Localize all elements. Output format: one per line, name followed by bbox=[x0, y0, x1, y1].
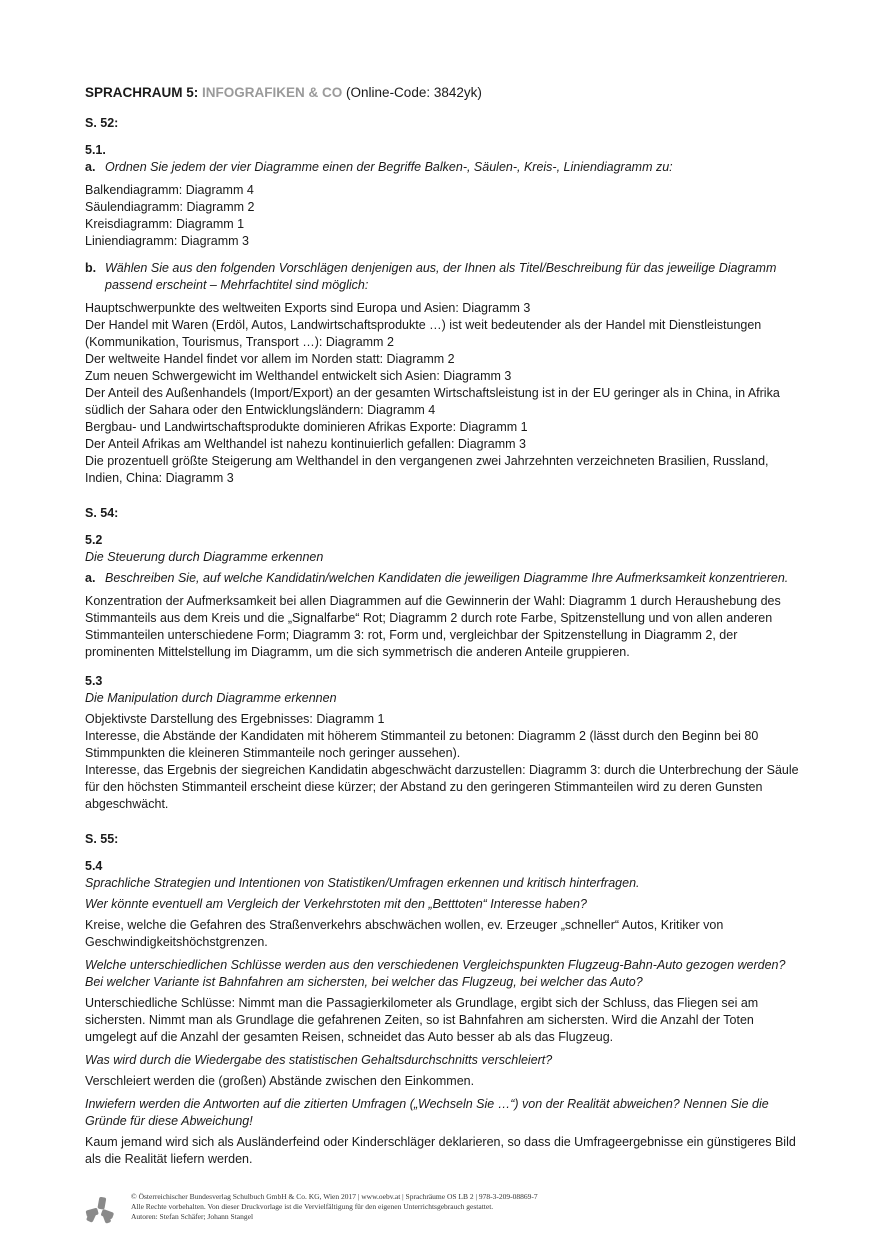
section-5-2-title: Die Steuerung durch Diagramme erkennen bbox=[85, 550, 324, 564]
answer-line: Liniendiagramm: Diagramm 3 bbox=[85, 234, 249, 248]
footer-authors: Autoren: Stefan Schäfer; Johann Stangel bbox=[131, 1212, 254, 1221]
task-text: Wählen Sie aus den folgenden Vorschlägen denjenigen aus, der Ihnen als Titel/Beschreibung für das jeweilige Diagramm passend erscheint – Mehrfachtitel sind möglich: bbox=[105, 261, 777, 292]
title-main: SPRACHRAUM 5: bbox=[85, 85, 199, 100]
page-ref-55: S. 55: bbox=[85, 832, 119, 846]
task-a-5-2 bbox=[85, 570, 805, 587]
answers-5-1-a bbox=[85, 182, 805, 250]
footer-copyright: © Österreichischer Bundesverlag Schulbuch GmbH & Co. KG, Wien 2017 | www.oebv.at | Sprachräume OS LB 2 | 978-3-209-08869-7 bbox=[131, 1192, 538, 1201]
answer-line: Die prozentuell größte Steigerung am Welthandel in den vergangenen zwei Jahrzehnten verzeichneten Brasilien, Russland, Indien, China: Diagramm 3 bbox=[85, 454, 769, 485]
task-label: a. bbox=[85, 571, 96, 585]
task-text: Ordnen Sie jedem der vier Diagramme einen der Begriffe Balken-, Säulen-, Kreis-, Liniendiagramm zu: bbox=[105, 160, 673, 174]
task-a-5-1 bbox=[85, 159, 805, 176]
answer: Kreise, welche die Gefahren des Straßenverkehrs abschwächen wollen, ev. Erzeuger „schneller“ Autos, Kritiker von Geschwindigkeitshöchstgrenzen. bbox=[85, 918, 724, 949]
task-label: a. bbox=[85, 160, 96, 174]
answer-line: Bergbau- und Landwirtschaftsprodukte dominieren Afrikas Exporte: Diagramm 1 bbox=[85, 420, 528, 434]
section-5-2-number: 5.2 bbox=[85, 533, 103, 547]
answer-line: Zum neuen Schwergewicht im Welthandel entwickelt sich Asien: Diagramm 3 bbox=[85, 369, 512, 383]
section-5-4-number: 5.4 bbox=[85, 859, 103, 873]
answer-line: Interesse, die Abstände der Kandidaten mit höherem Stimmanteil zu betonen: Diagramm 2 (lässt durch den Beginn bei 80 Stimmpunkten die kleineren Stimmanteile noch geringer aussehen). bbox=[85, 729, 759, 760]
answer: Kaum jemand wird sich als Ausländerfeind oder Kinderschläger deklarieren, so dass die Umfrageergebnisse ein günstigeres Bild als die Realität liefern werden. bbox=[85, 1135, 796, 1166]
answer-line: Hauptschwerpunkte des weltweiten Exports sind Europa und Asien: Diagramm 3 bbox=[85, 301, 531, 315]
section-5-3-number: 5.3 bbox=[85, 674, 103, 688]
answer-line: Der Handel mit Waren (Erdöl, Autos, Landwirtschaftsprodukte …) ist weit bedeutender als der Handel mit Dienstleistungen (Kommunikation, Tourismus, Transport …): Diagramm 2 bbox=[85, 318, 762, 349]
answer-line: Der Anteil des Außenhandels (Import/Export) an der gesamten Wirtschaftsleistung ist in der EU geringer als in China, in Afrika südlich der Sahara oder den Entwicklungsländern: Diagramm 4 bbox=[85, 386, 780, 417]
section-5-4-title: Sprachliche Strategien und Intentionen von Statistiken/Umfragen erkennen und kritisch hinterfragen. bbox=[85, 876, 640, 890]
page-ref-54: S. 54: bbox=[85, 506, 119, 520]
answer-line: Kreisdiagramm: Diagramm 1 bbox=[85, 217, 245, 231]
page-ref-52: S. 52: bbox=[85, 116, 119, 130]
question: Wer könnte eventuell am Vergleich der Verkehrstoten mit den „Betttoten“ Interesse haben? bbox=[85, 897, 587, 911]
answer-line: Der weltweite Handel findet vor allem im Norden statt: Diagramm 2 bbox=[85, 352, 455, 366]
answer-line: Objektivste Darstellung des Ergebnisses: Diagramm 1 bbox=[85, 712, 385, 726]
question: Welche unterschiedlichen Schlüsse werden aus den verschiedenen Vergleichspunkten Flugzeug-Bahn-Auto gezogen werden? Bei welcher Variante ist Bahnfahren am sichersten, bei welcher das Flugzeug, bei welcher das Auto? bbox=[85, 958, 786, 989]
footer-rights: Alle Rechte vorbehalten. Von dieser Druckvorlage ist die Vervielfältigung für den eigenen Unterrichtsgebrauch gestattet. bbox=[131, 1202, 494, 1211]
answer-line: Balkendiagramm: Diagramm 4 bbox=[85, 183, 254, 197]
footer bbox=[85, 1192, 845, 1232]
publisher-logo-icon bbox=[85, 1196, 115, 1226]
answers-5-1-b bbox=[85, 300, 805, 487]
page-content bbox=[85, 84, 805, 1168]
answer: Verschleiert werden die (großen) Abstände zwischen den Einkommen. bbox=[85, 1074, 475, 1088]
title-sub: INFOGRAFIKEN & CO bbox=[202, 85, 343, 100]
title-code: (Online-Code: 3842yk) bbox=[346, 85, 482, 100]
answer-line: Säulendiagramm: Diagramm 2 bbox=[85, 200, 255, 214]
answer-5-2: Konzentration der Aufmerksamkeit bei allen Diagrammen auf die Gewinnerin der Wahl: Diagramm 1 durch Heraushebung des Stimmanteils aus dem Kreis und die „Signalfarbe“ Rot; Diagramm 2 durch rote Farbe, Spitzenstellung und von allen anderen Stimmanteilen unterschiedene Form; Diagramm 3: rot, Form und, vergleichbar der Spitzenstellung in Diagramm 2, der prominenten Mittelstellung im Diagramm, um die sich symmetrisch die anderen Anteile gruppieren. bbox=[85, 594, 781, 659]
answer-line: Der Anteil Afrikas am Welthandel ist nahezu kontinuierlich gefallen: Diagramm 3 bbox=[85, 437, 526, 451]
page-title bbox=[85, 84, 805, 101]
footer-text bbox=[131, 1192, 538, 1222]
section-5-3-title: Die Manipulation durch Diagramme erkennen bbox=[85, 691, 337, 705]
answer-line: Interesse, das Ergebnis der siegreichen Kandidatin abgeschwächt darzustellen: Diagramm 3: durch die Unterbrechung der Säule für den höchsten Stimmanteil erscheint diese kürzer; der Abstand zu den geringeren Stimmanteilen wird zu deren Gunsten abgeschwächt. bbox=[85, 763, 799, 811]
answer: Unterschiedliche Schlüsse: Nimmt man die Passagierkilometer als Grundlage, ergibt sich der Schluss, das Fliegen sei am sichersten. Nimmt man als Grundlage die gefahrenen Zeiten, so ist Bahnfahren am sichersten. Wird die Anzahl der Toten umgelegt auf die Anzahl der gesamten Reisen, schneidet das Auto besser ab als das Flugzeug. bbox=[85, 996, 759, 1044]
task-label: b. bbox=[85, 261, 97, 275]
section-5-1-number: 5.1. bbox=[85, 143, 106, 157]
task-b-5-1 bbox=[85, 260, 805, 294]
task-text: Beschreiben Sie, auf welche Kandidatin/welchen Kandidaten die jeweiligen Diagramme Ihre Aufmerksamkeit konzentrieren. bbox=[105, 571, 789, 585]
question: Was wird durch die Wiedergabe des statistischen Gehaltsdurchschnitts verschleiert? bbox=[85, 1053, 553, 1067]
question: Inwiefern werden die Antworten auf die zitierten Umfragen („Wechseln Sie …“) von der Realität abweichen? Nennen Sie die Gründe für diese Abweichung! bbox=[85, 1097, 769, 1128]
answers-5-3 bbox=[85, 711, 805, 813]
